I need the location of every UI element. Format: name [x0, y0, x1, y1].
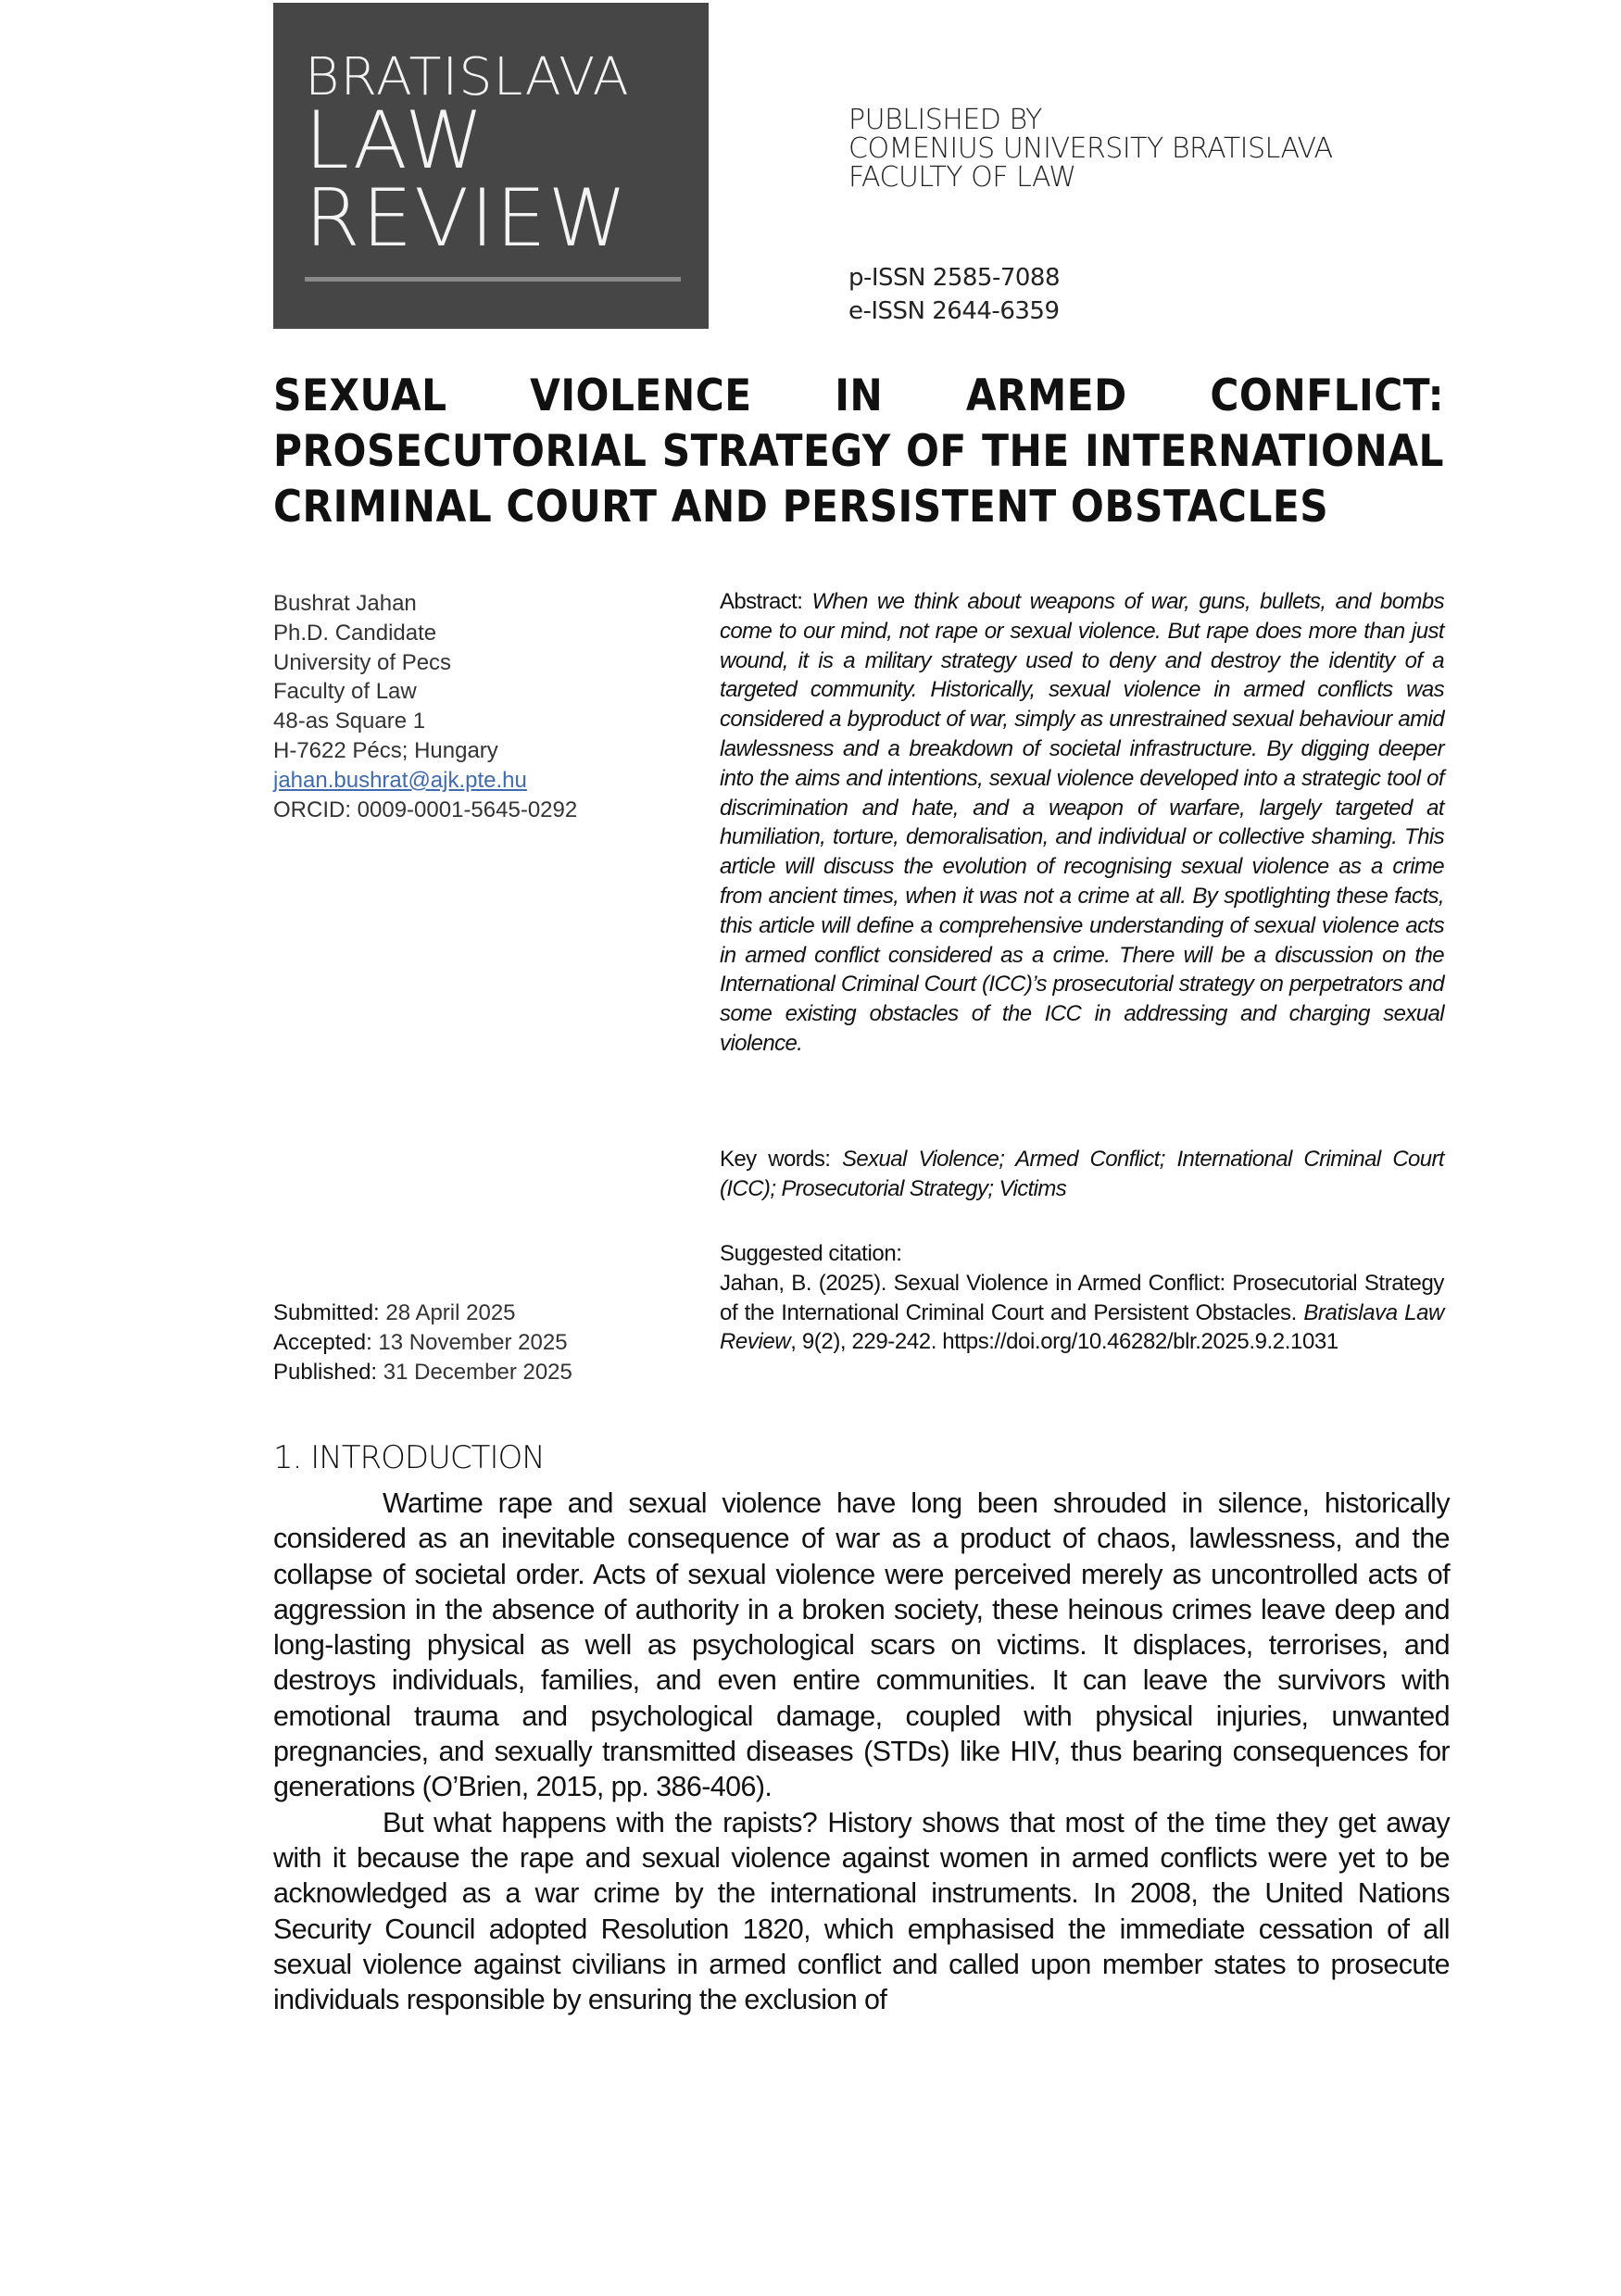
- suggested-citation: [720, 1239, 1444, 1357]
- keywords: [720, 1145, 1444, 1204]
- submitted-label: Submitted:: [273, 1300, 386, 1325]
- publisher-line: PUBLISHED BY: [848, 104, 1042, 136]
- published-date: [273, 1358, 572, 1387]
- submitted-date: [273, 1299, 572, 1328]
- author-faculty: Faculty of Law: [273, 679, 417, 705]
- citation-label: Suggested citation:: [720, 1241, 902, 1266]
- citation-text: Jahan, B. (2025). Sexual Violence in Armed Conflict: Prosecutorial Strategy of the International Criminal Court and Persistent Obstacles.: [720, 1270, 1444, 1325]
- title-line: CRIMINAL COURT AND PERSISTENT OBSTACLES: [273, 482, 1329, 533]
- keywords-text: Sexual Violence; Armed Conflict; International Criminal Court (ICC); Prosecutorial Strategy; Victims: [720, 1147, 1445, 1201]
- citation-journal: Bratislava Law Review: [720, 1299, 1444, 1355]
- section-heading-introduction: 1. INTRODUCTION: [273, 1439, 545, 1476]
- abstract-label: Abstract:: [720, 589, 812, 614]
- abstract: [720, 587, 1444, 1059]
- logo-line-law: LAW: [305, 94, 486, 187]
- author-info: [273, 589, 577, 824]
- published-value: 31 December 2025: [383, 1359, 572, 1385]
- accepted-value: 13 November 2025: [378, 1329, 568, 1355]
- body-paragraph: Wartime rape and sexual violence have long been shrouded in silence, historically considered as an inevitable consequence of war as a product of chaos, lawlessness, and the collapse of societal order. Acts of sexual violence were perceived merely as uncontrolled acts of aggression in the absence of authority in a broken society, these heinous crimes leave deep and long-lasting physical as well as psychological scars on victims. It displaces, terrorises, and destroys individuals, families, and even entire communities. It can leave the survivors with emotional trauma and psychological damage, coupled with physical injuries, unwanted pregnancies, and sexually transmitted diseases (STDs) like HIV, thus bearing consequences for generations (O’Brien, 2015, pp. 386-406).: [273, 1487, 1450, 1803]
- logo-line-review: REVIEW: [305, 172, 629, 265]
- logo-line-bratislava: BRATISLAVA: [305, 47, 630, 107]
- author-email-link[interactable]: jahan.bushrat@ajk.pte.hu: [273, 767, 527, 793]
- print-issn: p-ISSN 2585-7088: [848, 264, 1060, 292]
- author-orcid: ORCID: 0009-0001-5645-0292: [273, 797, 578, 822]
- article-dates: [273, 1299, 572, 1386]
- electronic-issn: e-ISSN 2644-6359: [848, 297, 1060, 325]
- title-line: PROSECUTORIAL STRATEGY OF THE INTERNATIONAL: [273, 426, 1444, 477]
- author-position: Ph.D. Candidate: [273, 620, 437, 646]
- author-name: Bushrat Jahan: [273, 591, 417, 616]
- publisher-line: FACULTY OF LAW: [848, 161, 1076, 194]
- keywords-label: Key words:: [720, 1147, 842, 1172]
- body-paragraph: But what happens with the rapists? History shows that most of the time they get away with it because the rape and sexual violence against women in armed conflicts were yet to be acknowledged as a war crime by the international instruments. In 2008, the United Nations Security Council adopted Resolution 1820, which emphasised the immediate cessation of all sexual violence against civilians in armed conflict and called upon member states to prosecute individuals responsible by ensuring the exclusion of: [273, 1806, 1450, 2016]
- accepted-date: [273, 1328, 572, 1358]
- abstract-text: When we think about weapons of war, guns, bullets, and bombs come to our mind, not rape or sexual violence. But rape does more than just wound, it is a military strategy used to deny and destroy the identity of a targeted community. Historically, sexual violence in armed conflicts was considered a byproduct of war, simply as unrestrained sexual behaviour amid lawlessness and a breakdown of societal infrastructure. By digging deeper into the aims and intentions, sexual violence developed into a strategic tool of discrimination and hate, and a weapon of warfare, largely targeted at humiliation, torture, demoralisation, and individual or collective shaming. This article will discuss the evolution of recognising sexual violence as a crime from ancient times, when it was not a crime at all. By spotlighting these facts, this article will define a comprehensive understanding of sexual violence acts in armed conflict considered as a crime. There will be a discussion on the International Criminal Court (ICC)’s prosecutorial strategy on perpetrators and some existing obstacles of the ICC in addressing and charging sexual violence.: [720, 589, 1444, 1056]
- published-label: Published:: [273, 1359, 383, 1385]
- author-university: University of Pecs: [273, 649, 452, 675]
- title-line: SEXUAL VIOLENCE IN ARMED CONFLICT:: [273, 370, 1444, 421]
- citation-text-end: , 9(2), 229-242. https://doi.org/10.46282/blr.2025.9.2.1031: [790, 1329, 1338, 1355]
- logo-underline: [305, 277, 681, 282]
- journal-logo: [273, 3, 709, 329]
- submitted-value: 28 April 2025: [385, 1300, 516, 1325]
- accepted-label: Accepted:: [273, 1329, 379, 1355]
- article-title: [273, 369, 1444, 535]
- author-city: H-7622 Pécs; Hungary: [273, 737, 498, 763]
- author-street: 48-as Square 1: [273, 709, 426, 734]
- issn-block: [848, 261, 1060, 328]
- publisher-line: COMENIUS UNIVERSITY BRATISLAVA: [848, 132, 1333, 165]
- introduction-body: [273, 1486, 1450, 2017]
- publisher-info: [848, 106, 1333, 192]
